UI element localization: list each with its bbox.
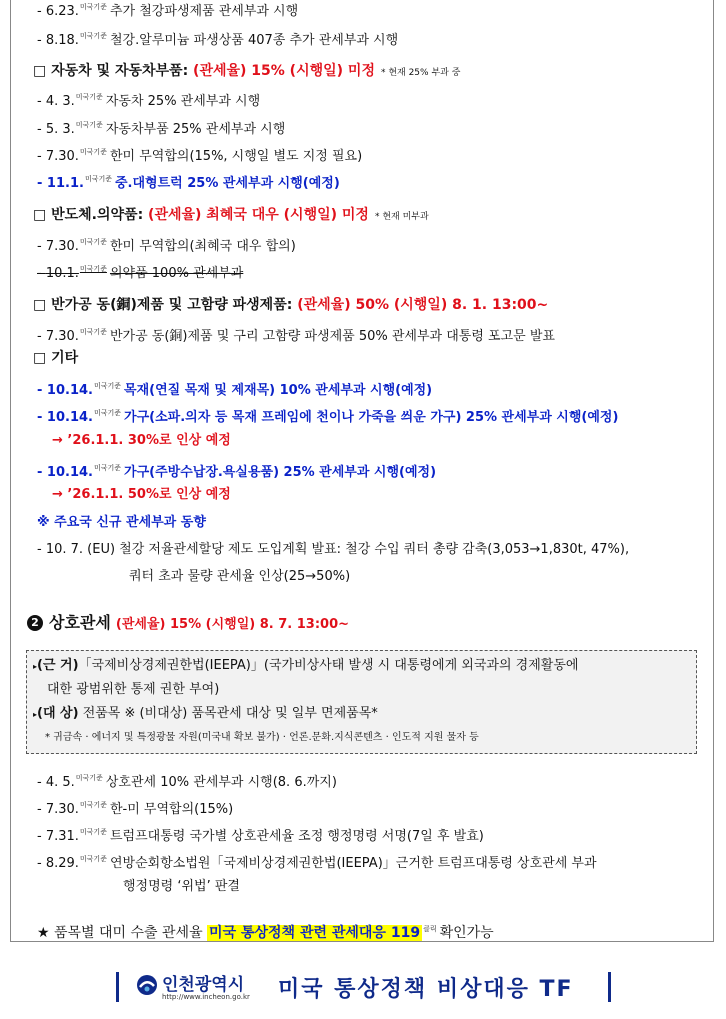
incheon-logo-icon	[136, 974, 158, 996]
basis-line: ▸(근 거)「국제비상경제권한법(IEEPA)」(국가비상사태 발생 시 대통령에게 외국과의 경제활동에	[33, 658, 579, 673]
list-item: - 8.18.$^{미국기준}$ 철강.알루미늄 파생상품 407종 추가 관세부과 시행	[37, 32, 399, 48]
list-item: - 10.14.$^{미국기준}$ 가구(소파.의자 등 목재 프레임에 천이나 가죽을 씌운 가구) 25% 관세부과 시행(예정)	[37, 409, 619, 425]
major-countries-heading: ※ 주요국 신규 관세부과 동향	[37, 515, 206, 530]
list-item: - 4. 3.$^{미국기준}$ 자동차 25% 관세부과 시행	[37, 93, 261, 109]
footer-title: 미국 통상정책 비상대응 TF	[278, 977, 574, 1002]
target-line: ▸(대 상) 전품목 ※ (비대상) 품목관세 대상 및 일부 면제품목*	[33, 706, 378, 721]
arrow-note: → ’26.1.1. 50%로 인상 예정	[52, 487, 231, 502]
section-heading-auto: □ 자동차 및 자동차부품: (관세율) 15% (시행일) 미정 * 현재 25% 부과 중	[33, 63, 461, 79]
list-item: - 6.23.$^{미국기준}$ 추가 철강파생제품 관세부과 시행	[37, 3, 299, 19]
footer-divider	[608, 972, 611, 1002]
tariff-119-link[interactable]: 미국 통상정책 관련 관세대응 119	[209, 925, 421, 941]
reciprocal-info-box	[26, 650, 697, 754]
basis-line-cont: 대한 광범위한 통제 권한 부여)	[47, 682, 220, 697]
arrow-note: → ’26.1.1. 30%로 인상 예정	[52, 433, 231, 448]
list-item-struck: - 10.1.$^{미국기준}$ 의약품 100% 관세부과	[37, 265, 244, 281]
list-item-cont: 쿼터 초과 물량 관세율 인상(25→50%)	[129, 569, 351, 584]
footer	[0, 960, 726, 1010]
list-item: - 7.31.$^{미국기준}$ 트럼프대통령 국가별 상호관세율 조정 행정명령 서명(7일 후 발효)	[37, 828, 484, 844]
list-item: - 10.14.$^{미국기준}$ 가구(주방수납장.욕실용품) 25% 관세부과 시행(예정)	[37, 464, 437, 480]
list-item: - 7.30.$^{미국기준}$ 한미 무역합의(15%, 시행일 별도 지정 필요)	[37, 148, 363, 164]
list-item-cont: 행정명령 ‘위법’ 판결	[123, 879, 240, 894]
logo-url: http://www.incheon.go.kr	[162, 993, 250, 1001]
list-item: - 4. 5.$^{미국기준}$ 상호관세 10% 관세부과 시행(8. 6.까지)	[37, 774, 337, 790]
list-item: - 11.1.$^{미국기준}$ 중.대형트럭 25% 관세부과 시행(예정)	[37, 175, 340, 191]
footer-divider	[116, 972, 119, 1002]
list-item: - 5. 3.$^{미국기준}$ 자동차부품 25% 관세부과 시행	[37, 121, 286, 137]
section-heading-etc: □ 기타	[33, 350, 79, 366]
list-item: - 10. 7. (EU) 철강 저율관세할당 제도 도입계획 발표: 철강 수입 쿼터 총량 감축(3,053→1,830t, 47%),	[37, 542, 630, 557]
number-2-icon: 2	[27, 615, 43, 631]
section-heading-semi: □ 반도체.의약품: (관세율) 최혜국 대우 (시행일) 미정 * 현재 미부과	[33, 207, 429, 223]
section-heading-copper: □ 반가공 동(銅)제품 및 고함량 파생제품: (관세율) 50% (시행일) 8. 1. 13:00~	[33, 297, 549, 313]
list-item: - 10.14.$^{미국기준}$ 목재(연질 목재 및 제재목) 10% 관세부과 시행(예정)	[37, 382, 433, 398]
section-heading-reciprocal: 2 상호관세 (관세율) 15% (시행일) 8. 7. 13:00~	[27, 612, 349, 636]
list-item: - 7.30.$^{미국기준}$ 반가공 동(銅)제품 및 구리 고함량 파생제품 50% 관세부과 대통령 포고문 발표	[37, 328, 555, 344]
list-item: - 7.30.$^{미국기준}$ 한미 무역합의(최혜국 대우 합의)	[37, 238, 296, 254]
tariff-lookup-line: ★ 품목별 대미 수출 관세율 미국 통상정책 관련 관세대응 119 $^{클릭}$ 확인가능	[37, 925, 494, 941]
list-item: - 7.30.$^{미국기준}$ 한-미 무역합의(15%)	[37, 801, 234, 817]
logo-name: 인천광역시	[162, 975, 245, 995]
list-item: - 8.29.$^{미국기준}$ 연방순회항소법원「국제비상경제권한법(IEEPA)」근거한 트럼프대통령 상호관세 부과	[37, 855, 597, 871]
target-note: * 귀금속 · 에너지 및 특정광물 자원(미국내 확보 불가) · 언론.문화.지식콘텐츠 · 인도적 지원 물자 등	[45, 732, 479, 743]
